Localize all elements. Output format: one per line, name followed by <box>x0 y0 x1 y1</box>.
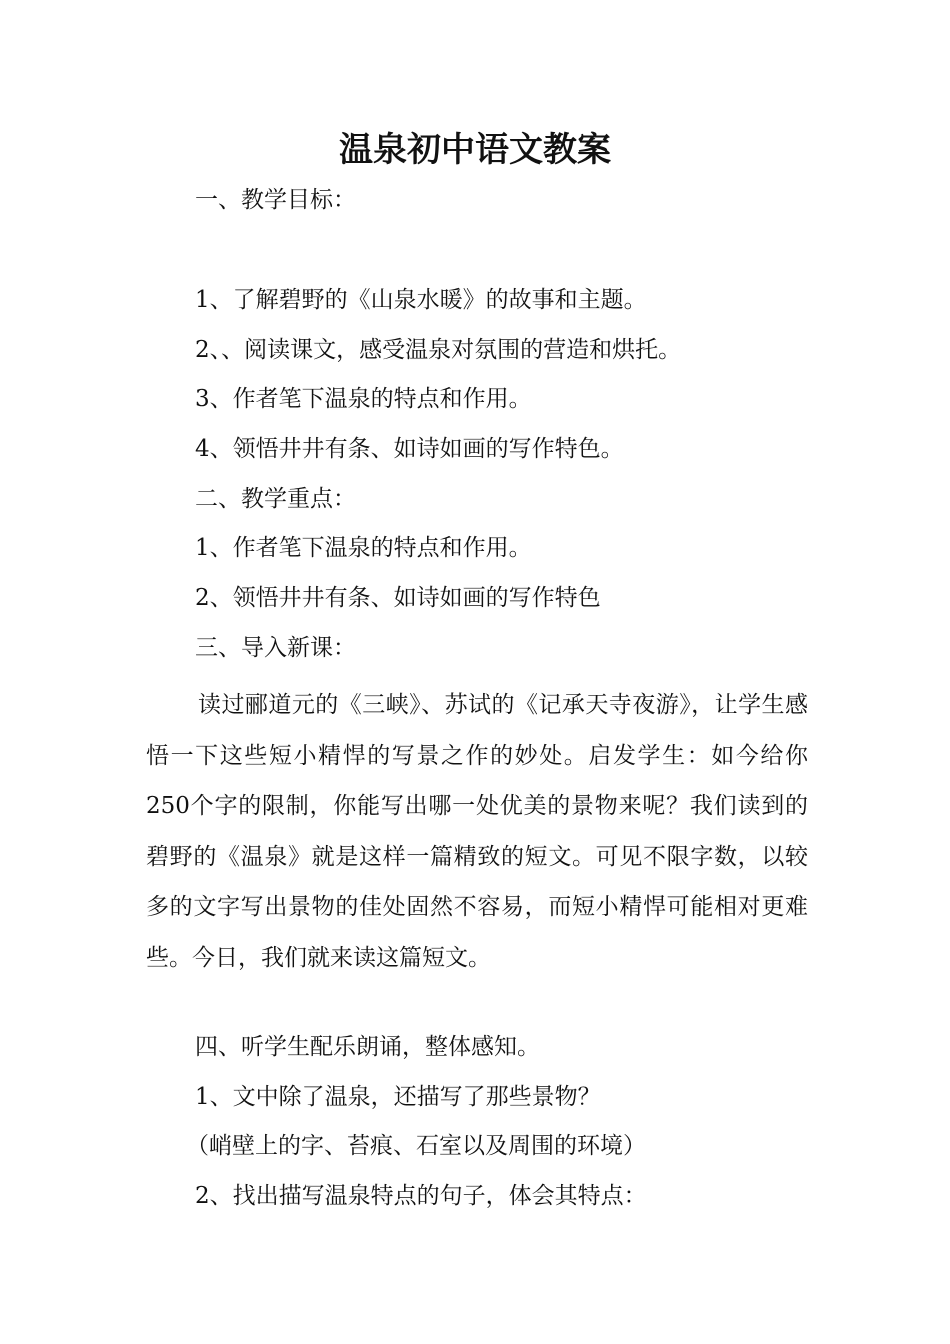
listen-heading: 四、听学生配乐朗诵，整体感知。 <box>195 1034 540 1060</box>
question-2: 2、找出描写温泉特点的句子，体会其特点： <box>195 1183 647 1209</box>
goal-item-4: 4、领悟井井有条、如诗如画的写作特色。 <box>195 436 624 462</box>
goal-item-2: 2、、阅读课文，感受温泉对氛围的营造和烘托。 <box>195 337 682 363</box>
goal-item-1: 1、了解碧野的《山泉水暖》的故事和主题。 <box>195 287 647 313</box>
focus-item-2: 2、领悟井井有条、如诗如画的写作特色 <box>195 585 601 611</box>
document-title: 温泉初中语文教案 <box>339 130 611 170</box>
focus-heading: 二、教学重点： <box>195 486 356 512</box>
question-1: 1、文中除了温泉，还描写了那些景物？ <box>195 1084 601 1110</box>
goal-item-3: 3、作者笔下温泉的特点和作用。 <box>195 386 532 412</box>
intro-paragraph: 读过郦道元的《三峡》、苏试的《记承天寺夜游》，让学生感悟一下这些短小精悍的写景之作的妙处。启发学生：如今给你250个字的限制，你能写出哪一处优美的景物来呢？我们读到的碧野的《温泉》就是这样一篇精致的短文。可见不限字数，以较多的文字写出景物的佳处固然不容易，而短小精悍可能相对更难些。今日，我们就来读这篇短文。 <box>146 692 808 971</box>
intro-heading: 三、导入新课： <box>195 635 356 661</box>
focus-item-1: 1、作者笔下温泉的特点和作用。 <box>195 535 532 561</box>
answer-1: （峭壁上的字、苔痕、石室以及周围的环境） <box>186 1133 646 1159</box>
goals-heading: 一、教学目标： <box>195 187 356 213</box>
